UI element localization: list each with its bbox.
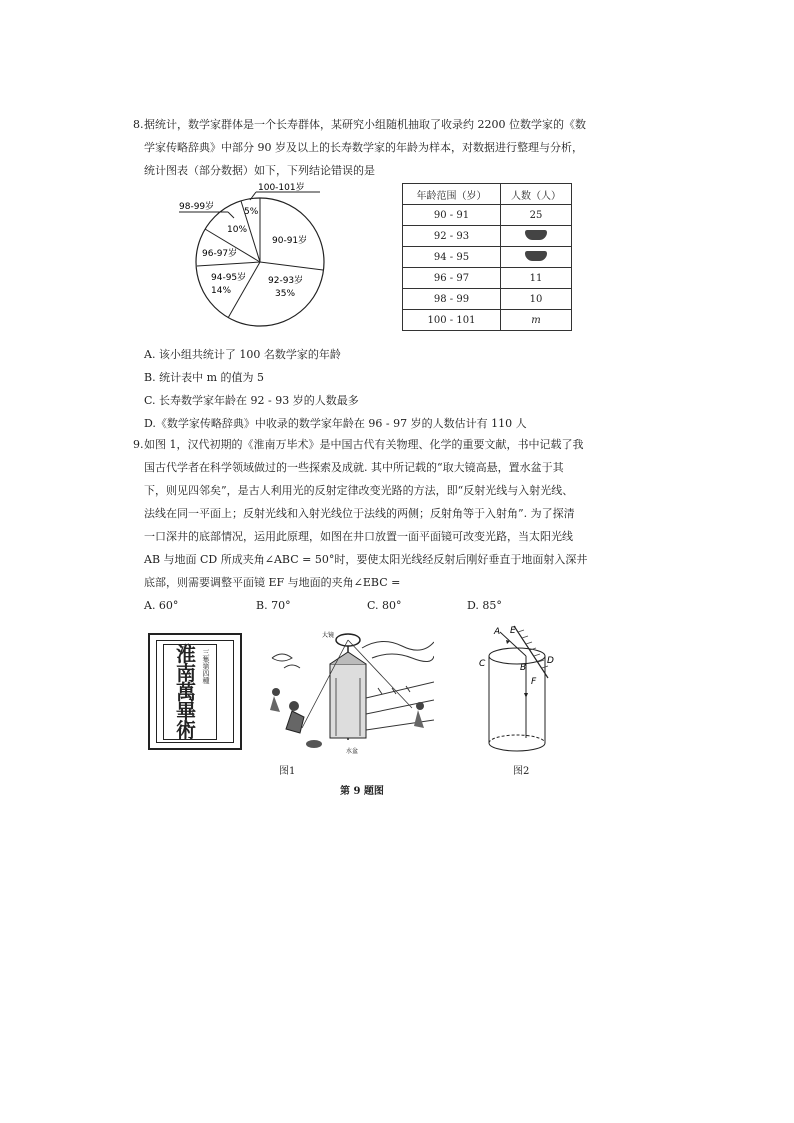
table-cell-count: m <box>501 310 572 331</box>
table-cell-range: 94 - 95 <box>403 247 501 268</box>
pie-label-98-99: 98-99岁 <box>179 202 215 212</box>
ink-blot-icon <box>525 251 547 261</box>
pie-label-100-101: 100-101岁 <box>258 183 305 193</box>
q8-option-b: B. 统计表中 m 的值为 5 <box>144 371 264 384</box>
ancient-mirror-illustration <box>262 628 434 756</box>
pie-divider-94 <box>228 262 260 318</box>
table-cell-range: 92 - 93 <box>403 226 501 247</box>
pie-label-94-95: 94-95岁 <box>211 273 247 283</box>
q9-line-6: AB 与地面 CD 所成夹角∠ABC = 50°时，要使太阳光线经反射后刚好垂直于地面射入深井 <box>144 553 588 566</box>
table-row <box>403 289 572 310</box>
table-row <box>403 310 572 331</box>
point-b: B <box>520 663 527 673</box>
point-f: F <box>531 677 537 687</box>
book-series-label: 三集第四種 <box>202 649 210 684</box>
q9-option-b: B. 70° <box>256 599 291 612</box>
q9-option-c: C. 80° <box>367 599 402 612</box>
table-row <box>403 247 572 268</box>
basin-shape <box>306 740 322 748</box>
q8-option-d: D.《数学家传略辞典》中收录的数学家年龄在 96 - 97 岁的人数估计有 110 人 <box>144 417 527 430</box>
age-table <box>402 183 572 331</box>
q9-option-a: A. 60° <box>144 599 179 612</box>
pie-pct-35: 35% <box>275 289 296 299</box>
point-a: A <box>494 627 501 637</box>
table-header-range: 年龄范围（岁） <box>403 184 501 205</box>
table-cell-count: 10 <box>501 289 572 310</box>
table-cell-count: 11 <box>501 268 572 289</box>
table-cell-range: 96 - 97 <box>403 268 501 289</box>
table-row <box>403 205 572 226</box>
wall-shape <box>330 664 366 738</box>
table-cell-count: 25 <box>501 205 572 226</box>
q9-option-d: D. 85° <box>467 599 502 612</box>
q9-line-4: 法线在同一平面上；反射光线和入射光线位于法线的两侧；反射角等于入射角”. 为了探清 <box>144 507 575 520</box>
point-d: D <box>547 656 554 666</box>
pie-pct-5: 5% <box>244 207 259 217</box>
book-cover-image <box>148 633 242 750</box>
table-cell-range: 90 - 91 <box>403 205 501 226</box>
table-row <box>403 268 572 289</box>
ink-blot-icon <box>525 230 547 240</box>
fig1-label: 图1 <box>279 766 296 777</box>
point-c: C <box>479 659 486 669</box>
q9-line-3: 下，则见四邻矣”，是古人利用光的反射定律改变光路的方法，即“反射光线与入射光线、 <box>144 484 574 497</box>
table-header-row <box>403 184 572 205</box>
label-leader-98 <box>228 212 234 218</box>
q8-option-c: C. 长寿数学家年龄在 92 - 93 岁的人数最多 <box>144 394 359 407</box>
q9-line-5: 一口深井的底部情况，运用此原理，如图在井口放置一面平面镜可改变光路，当太阳光线 <box>144 530 573 543</box>
fig2-label: 图2 <box>513 766 530 777</box>
table-header-count: 人数（人） <box>501 184 572 205</box>
basin-label: 水盆 <box>346 748 359 755</box>
pie-label-92-93: 92-93岁 <box>268 276 304 286</box>
book-title-box <box>163 644 217 740</box>
table-cell-count-obscured <box>501 247 572 268</box>
q8-option-a: A. 该小组共统计了 100 名数学家的年龄 <box>144 348 341 361</box>
q8-number: 8. <box>133 118 144 131</box>
q9-line-1: 如图 1，汉代初期的《淮南万毕术》是中国古代有关物理、化学的重要文献，书中记载了我 <box>144 438 584 451</box>
table-cell-count-obscured <box>501 226 572 247</box>
q8-line-3: 统计图表（部分数据）如下，下列结论错误的是 <box>144 164 375 177</box>
pie-label-96-97: 96-97岁 <box>202 249 238 259</box>
table-row <box>403 226 572 247</box>
q9-number: 9. <box>133 438 144 451</box>
q9-line-7: 底部，则需要调整平面镜 EF 与地面的夹角∠EBC = <box>144 576 401 589</box>
q8-line-1: 据统计，数学家群体是一个长寿群体，某研究小组随机抽取了收录约 2200 位数学家的《数 <box>144 118 586 131</box>
point-e: E <box>510 626 516 636</box>
age-pie-chart <box>170 182 370 332</box>
pie-divider-92 <box>260 262 323 270</box>
q9-line-2: 国古代学者在科学领域做过的一些探索及成就. 其中所记载的“取大镜高悬，置水盆于其 <box>144 461 564 474</box>
figure-caption: 第 9 题图 <box>340 786 384 797</box>
pie-label-90-91: 90-91岁 <box>272 236 308 246</box>
book-title-text: 淮 南 萬 畢 術 <box>176 642 196 742</box>
pie-divider-96 <box>197 262 260 266</box>
table-cell-range: 100 - 101 <box>403 310 501 331</box>
mirror-label: 大镜 <box>322 632 335 639</box>
well-diagram <box>470 618 570 758</box>
pie-pct-14: 14% <box>211 286 232 296</box>
pie-pct-10: 10% <box>227 225 248 235</box>
q8-line-2: 学家传略辞典》中部分 90 岁及以上的长寿数学家的年龄为样本，对数据进行整理与分析， <box>144 141 583 154</box>
table-cell-range: 98 - 99 <box>403 289 501 310</box>
book-side-text <box>202 649 212 684</box>
book-cover-inner-frame <box>156 640 234 743</box>
